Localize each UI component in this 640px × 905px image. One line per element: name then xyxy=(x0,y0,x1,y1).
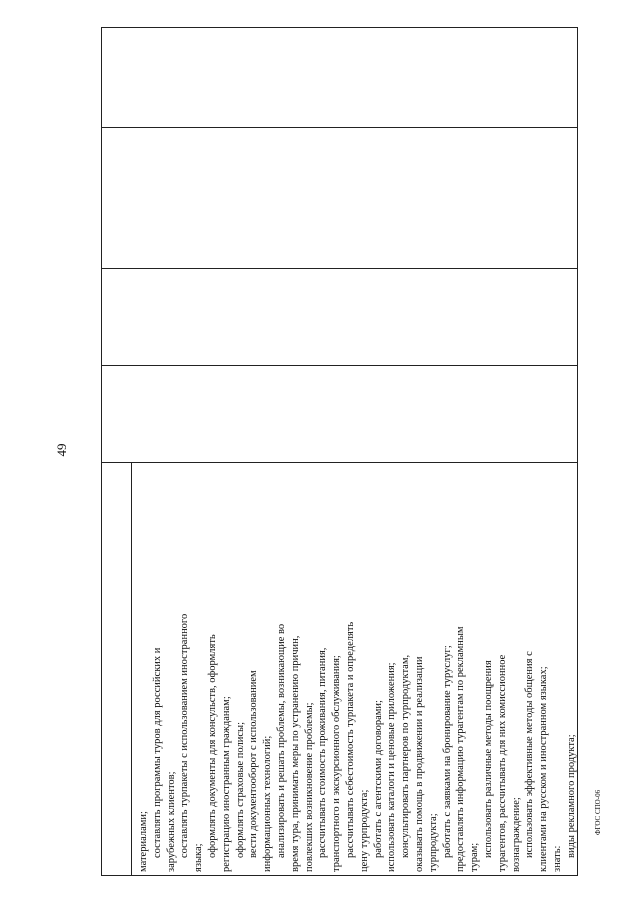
content-line: оформлять страховые полисы; xyxy=(234,721,246,858)
content-line: консультировать партнеров по турпродуктам, xyxy=(400,654,412,858)
content-line: работать с агентскими договорами; xyxy=(372,700,384,858)
content-line: анализировать и решать проблемы, возникающие во xyxy=(275,623,287,858)
page-number: 49 xyxy=(54,443,69,457)
content-line: рассчитывать стоимость проживания, питания, xyxy=(317,647,329,858)
content-line: составлять программы туров для российских и xyxy=(151,647,163,858)
content-line: цену турпродукта; xyxy=(358,789,370,872)
content-line: языка; xyxy=(193,843,205,872)
content-line: вести документооборот с использованием xyxy=(248,670,260,858)
content-line: предоставлять информацию турагентам по рекламным xyxy=(455,626,467,872)
content-line: работать с заявками на бронирование туруслуг; xyxy=(441,645,453,858)
content-line: турпродукта; xyxy=(427,813,439,872)
content-line: знать: xyxy=(551,845,563,872)
content-line: рассчитывать себестоимость турпакета и определять xyxy=(344,621,356,858)
content-line: турам; xyxy=(469,842,481,872)
content-line: вознаграждение; xyxy=(510,797,522,872)
content-line: транспортного и экскурсионного обслуживания; xyxy=(331,655,343,872)
content-line: регистрацию иностранным гражданам; xyxy=(220,696,232,872)
content-line: составлять турпакеты с использованием иностранного xyxy=(179,613,191,858)
content-line: использовать эффективные методы общения с xyxy=(524,651,536,858)
content-line: оформлять документы для консульств, оформлять xyxy=(206,634,218,858)
content-line: время тура, принимать меры по устранению причин, xyxy=(289,635,301,872)
competency-text xyxy=(137,484,577,872)
content-line: использовать каталоги и ценовые приложения; xyxy=(386,662,398,872)
table xyxy=(101,27,578,876)
competency-cell xyxy=(102,28,577,875)
content-line: клиентами на русском и иностранном языках; xyxy=(538,666,550,872)
content-line: турагентов, рассчитывать для них комиссионное xyxy=(496,654,508,872)
content-line: виды рекламного продукта; xyxy=(565,734,577,858)
content-line: зарубежных клиентов; xyxy=(165,771,177,872)
content-line: материалами; xyxy=(138,811,149,872)
footer-label: ФГОС СПО-06 xyxy=(594,789,602,835)
content-line: оказывать помощь в продвижении и реализации xyxy=(413,656,425,872)
content-line: информационных технологий; xyxy=(262,735,274,872)
content-line: повлекших возникновение проблемы; xyxy=(303,702,315,872)
content-line: использовать различные методы поощрения xyxy=(482,660,494,858)
